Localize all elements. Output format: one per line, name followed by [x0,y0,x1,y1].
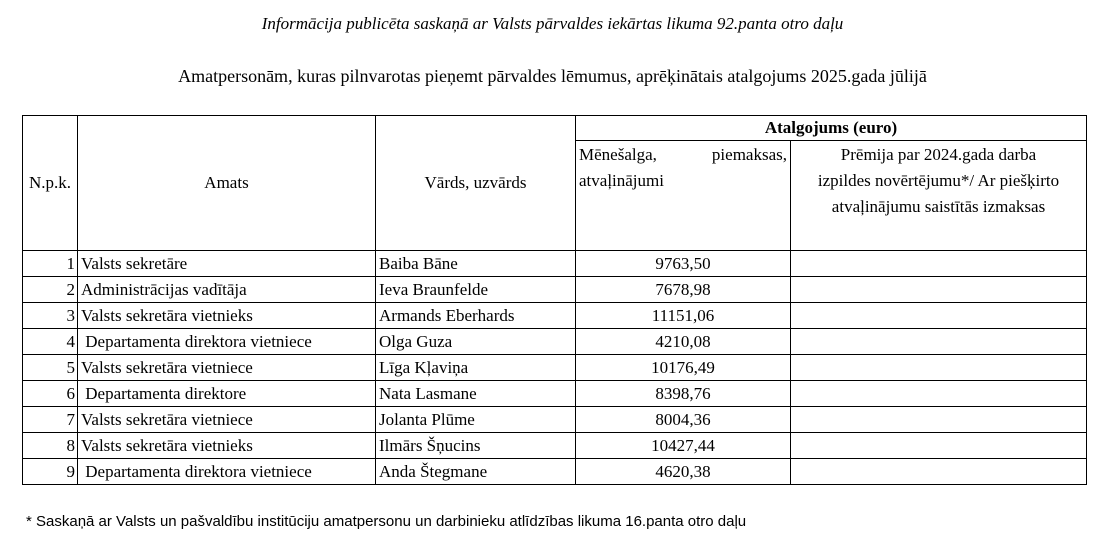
row-position: Valsts sekretāra vietniece [78,355,376,381]
row-position: Departamenta direktore [78,381,376,407]
table-header-row-1 [23,116,1087,141]
row-bonus [791,303,1087,329]
column-group-header-salary: Atalgojums (euro) [576,116,1087,141]
row-salary: 10176,49 [576,355,791,381]
row-name: Nata Lasmane [376,381,576,407]
row-number: 3 [23,303,78,329]
row-position: Departamenta direktora vietniece [78,459,376,485]
row-number: 1 [23,251,78,277]
row-number: 8 [23,433,78,459]
row-position: Valsts sekretāra vietnieks [78,303,376,329]
table-row [23,303,1087,329]
column-header-npk: N.p.k. [23,116,78,251]
column-header-position: Amats [78,116,376,251]
row-name: Līga Kļaviņa [376,355,576,381]
row-bonus [791,329,1087,355]
row-name: Ilmārs Šņucins [376,433,576,459]
document-subtitle: Informācija publicēta saskaņā ar Valsts pārvaldes iekārtas likuma 92.panta otro daļu [261,14,844,33]
row-bonus [791,459,1087,485]
row-salary: 8398,76 [576,381,791,407]
column-header-bonus [791,141,1087,251]
row-salary: 8004,36 [576,407,791,433]
table-row [23,277,1087,303]
row-bonus [791,277,1087,303]
row-position: Administrācijas vadītāja [78,277,376,303]
table-row [23,329,1087,355]
row-salary: 11151,06 [576,303,791,329]
table-row [23,433,1087,459]
row-salary: 7678,98 [576,277,791,303]
column-header-bonus-line: izpildes novērtējumu*/ Ar piešķirto [817,171,1060,190]
table-row [23,407,1087,433]
table-row [23,251,1087,277]
row-bonus [791,251,1087,277]
row-number: 5 [23,355,78,381]
row-name: Olga Guza [376,329,576,355]
column-header-name: Vārds, uzvārds [376,116,576,251]
row-number: 2 [23,277,78,303]
table-row [23,355,1087,381]
row-name: Anda Štegmane [376,459,576,485]
column-header-bonus-line: atvaļinājumu saistītās izmaksas [831,197,1046,216]
row-position: Departamenta direktora vietniece [78,329,376,355]
row-name: Ieva Braunfelde [376,277,576,303]
row-number: 7 [23,407,78,433]
document-title: Amatpersonām, kuras pilnvarotas pieņemt pārvaldes lēmumus, aprēķinātais atalgojums 2025.gada jūlijā [178,66,927,86]
row-name: Baiba Bāne [376,251,576,277]
row-number: 4 [23,329,78,355]
salary-table [22,115,1087,485]
row-salary: 9763,50 [576,251,791,277]
row-bonus [791,381,1087,407]
table-row [23,381,1087,407]
row-bonus [791,407,1087,433]
row-salary: 4620,38 [576,459,791,485]
column-header-bonus-line: Prēmija par 2024.gada darba [840,145,1037,164]
row-position: Valsts sekretāra vietniece [78,407,376,433]
footnote: * Saskaņā ar Valsts un pašvaldību institūciju amatpersonu un darbinieku atlīdzības likuma 16.panta otro daļu [26,513,747,530]
column-header-monthly-line: Mēnešalga, piemaksas, [579,145,787,164]
row-bonus [791,355,1087,381]
row-bonus [791,433,1087,459]
row-salary: 10427,44 [576,433,791,459]
row-name: Armands Eberhards [376,303,576,329]
row-name: Jolanta Plūme [376,407,576,433]
column-header-monthly [576,141,791,251]
column-header-monthly-line: atvaļinājumi [579,171,664,190]
row-number: 6 [23,381,78,407]
table-row [23,459,1087,485]
row-position: Valsts sekretāre [78,251,376,277]
row-position: Valsts sekretāra vietnieks [78,433,376,459]
row-salary: 4210,08 [576,329,791,355]
row-number: 9 [23,459,78,485]
